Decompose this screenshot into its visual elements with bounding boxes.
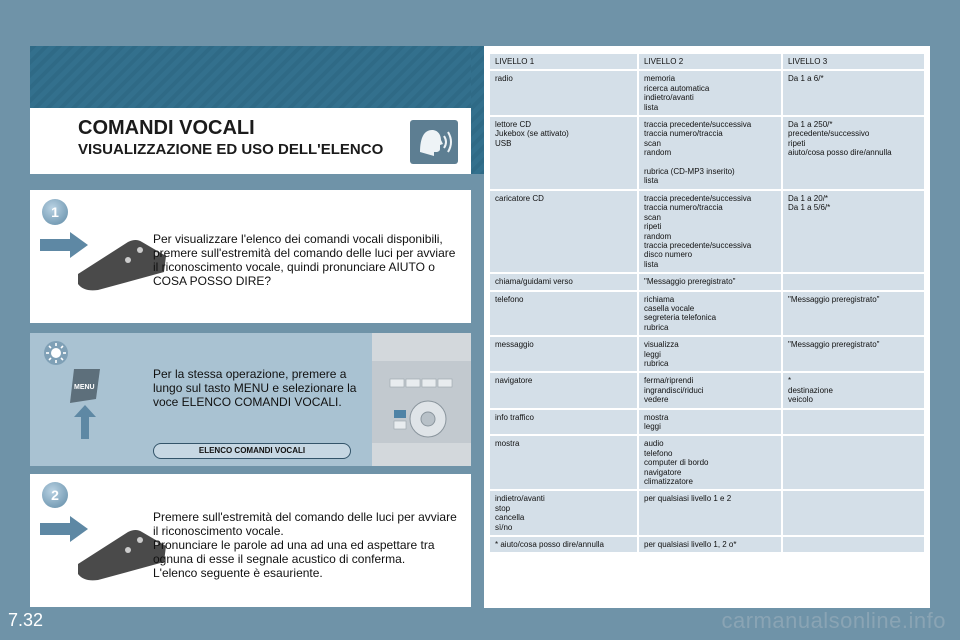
- table-cell: [781, 436, 924, 489]
- table-row: [490, 537, 924, 552]
- table-cell: traccia precedente/successiva traccia numero/traccia scan ripeti random traccia precedente/successiva disco numero lista: [637, 191, 781, 272]
- arrow-up-icon: [74, 405, 96, 439]
- table-cell: "Messaggio preregistrato": [637, 274, 781, 289]
- title-card: [30, 108, 471, 174]
- voice-commands-list-pill: ELENCO COMANDI VOCALI: [153, 443, 351, 459]
- table-cell: visualizza leggi rubrica: [637, 337, 781, 371]
- table-cell: indietro/avanti stop cancella sì/no: [490, 491, 637, 535]
- table-cell: mostra: [490, 436, 637, 489]
- table-row: [490, 436, 924, 489]
- watermark: carmanualsonline.info: [721, 608, 946, 633]
- table-row: [490, 491, 924, 535]
- table-cell: * aiuto/cosa posso dire/annulla: [490, 537, 637, 552]
- table-header-row: [490, 54, 924, 69]
- page-title: COMANDI VOCALI: [78, 117, 255, 139]
- table-cell: info traffico: [490, 410, 637, 435]
- table-cell: telefono: [490, 292, 637, 336]
- table-cell: lettore CD Jukebox (se attivato) USB: [490, 117, 637, 189]
- table-header-cell: LIVELLO 1: [490, 54, 637, 69]
- table-cell: per qualsiasi livello 1 e 2: [637, 491, 781, 535]
- table-cell: * destinazione veicolo: [781, 373, 924, 407]
- commands-table-panel: [484, 46, 930, 608]
- table-cell: "Messaggio preregistrato": [781, 292, 924, 336]
- lightbulb-icon: [44, 341, 68, 365]
- table-cell: mostra leggi: [637, 410, 781, 435]
- menu-alternative-panel: [30, 333, 471, 466]
- title-banner-stripes-right: [471, 46, 485, 174]
- table-cell: radio: [490, 71, 637, 115]
- table-cell: [781, 491, 924, 535]
- table-cell: Da 1 a 6/*: [781, 71, 924, 115]
- table-cell: [781, 274, 924, 289]
- menu-button-icon: [70, 369, 100, 403]
- menu-alternative-text: Per la stessa operazione, premere a lungo sul tasto MENU e selezionare la voce ELENCO COMANDI VOCALI.: [153, 367, 357, 409]
- table-cell: messaggio: [490, 337, 637, 371]
- table-row: [490, 274, 924, 289]
- page-number: 7.32: [8, 610, 44, 630]
- table-cell: per qualsiasi livello 1, 2 o*: [637, 537, 781, 552]
- table-row: [490, 117, 924, 189]
- table-row: [490, 292, 924, 336]
- step-number-badge: 2: [42, 482, 68, 508]
- table-cell: traccia precedente/successiva traccia numero/traccia scan random rubrica (CD-MP3 inserito) lista: [637, 117, 781, 189]
- svg-text:MENU: MENU: [74, 384, 95, 391]
- table-cell: navigatore: [490, 373, 637, 407]
- table-row: [490, 71, 924, 115]
- table-cell: caricatore CD: [490, 191, 637, 272]
- table-cell: richiama casella vocale segreteria telefonica rubrica: [637, 292, 781, 336]
- table-cell: ferma/riprendi ingrandisci/riduci vedere: [637, 373, 781, 407]
- table-row: [490, 337, 924, 371]
- table-header-cell: LIVELLO 3: [781, 54, 924, 69]
- table-cell: audio telefono computer di bordo navigatore climatizzatore: [637, 436, 781, 489]
- step-1-text: Per visualizzare l'elenco dei comandi vocali disponibili, premere sull'estremità del comando delle luci per avviare il riconoscimento vocale, quindi pronunciare AIUTO o COSA POSSO DIRE?: [153, 232, 456, 288]
- table-cell: chiama/guidami verso: [490, 274, 637, 289]
- step-number-badge: 1: [42, 199, 68, 225]
- voice-commands-table: [490, 52, 924, 554]
- table-cell: "Messaggio preregistrato": [781, 337, 924, 371]
- voice-command-icon: [410, 120, 458, 164]
- step-1-panel: [30, 190, 471, 323]
- title-banner-stripes: [30, 46, 471, 108]
- table-row: [490, 410, 924, 435]
- table-header-cell: LIVELLO 2: [637, 54, 781, 69]
- table-cell: memoria ricerca automatica indietro/avanti lista: [637, 71, 781, 115]
- radio-console-image: [372, 333, 471, 466]
- table-cell: Da 1 a 250/* precedente/successivo ripeti aiuto/cosa posso dire/annulla: [781, 117, 924, 189]
- table-cell: [781, 537, 924, 552]
- step-2-panel: [30, 474, 471, 607]
- page-subtitle: VISUALIZZAZIONE ED USO DELL'ELENCO: [78, 141, 384, 158]
- table-cell: [781, 410, 924, 435]
- table-row: [490, 191, 924, 272]
- table-row: [490, 373, 924, 407]
- step-2-text: Premere sull'estremità del comando delle luci per avviare il riconoscimento vocale. Pronunciare le parole ad una ad una ed aspettare tra ognuna di esse il segnale acustico di conferma. L'elenco seguente è esauriente.: [153, 510, 457, 580]
- table-cell: Da 1 a 20/* Da 1 a 5/6/*: [781, 191, 924, 272]
